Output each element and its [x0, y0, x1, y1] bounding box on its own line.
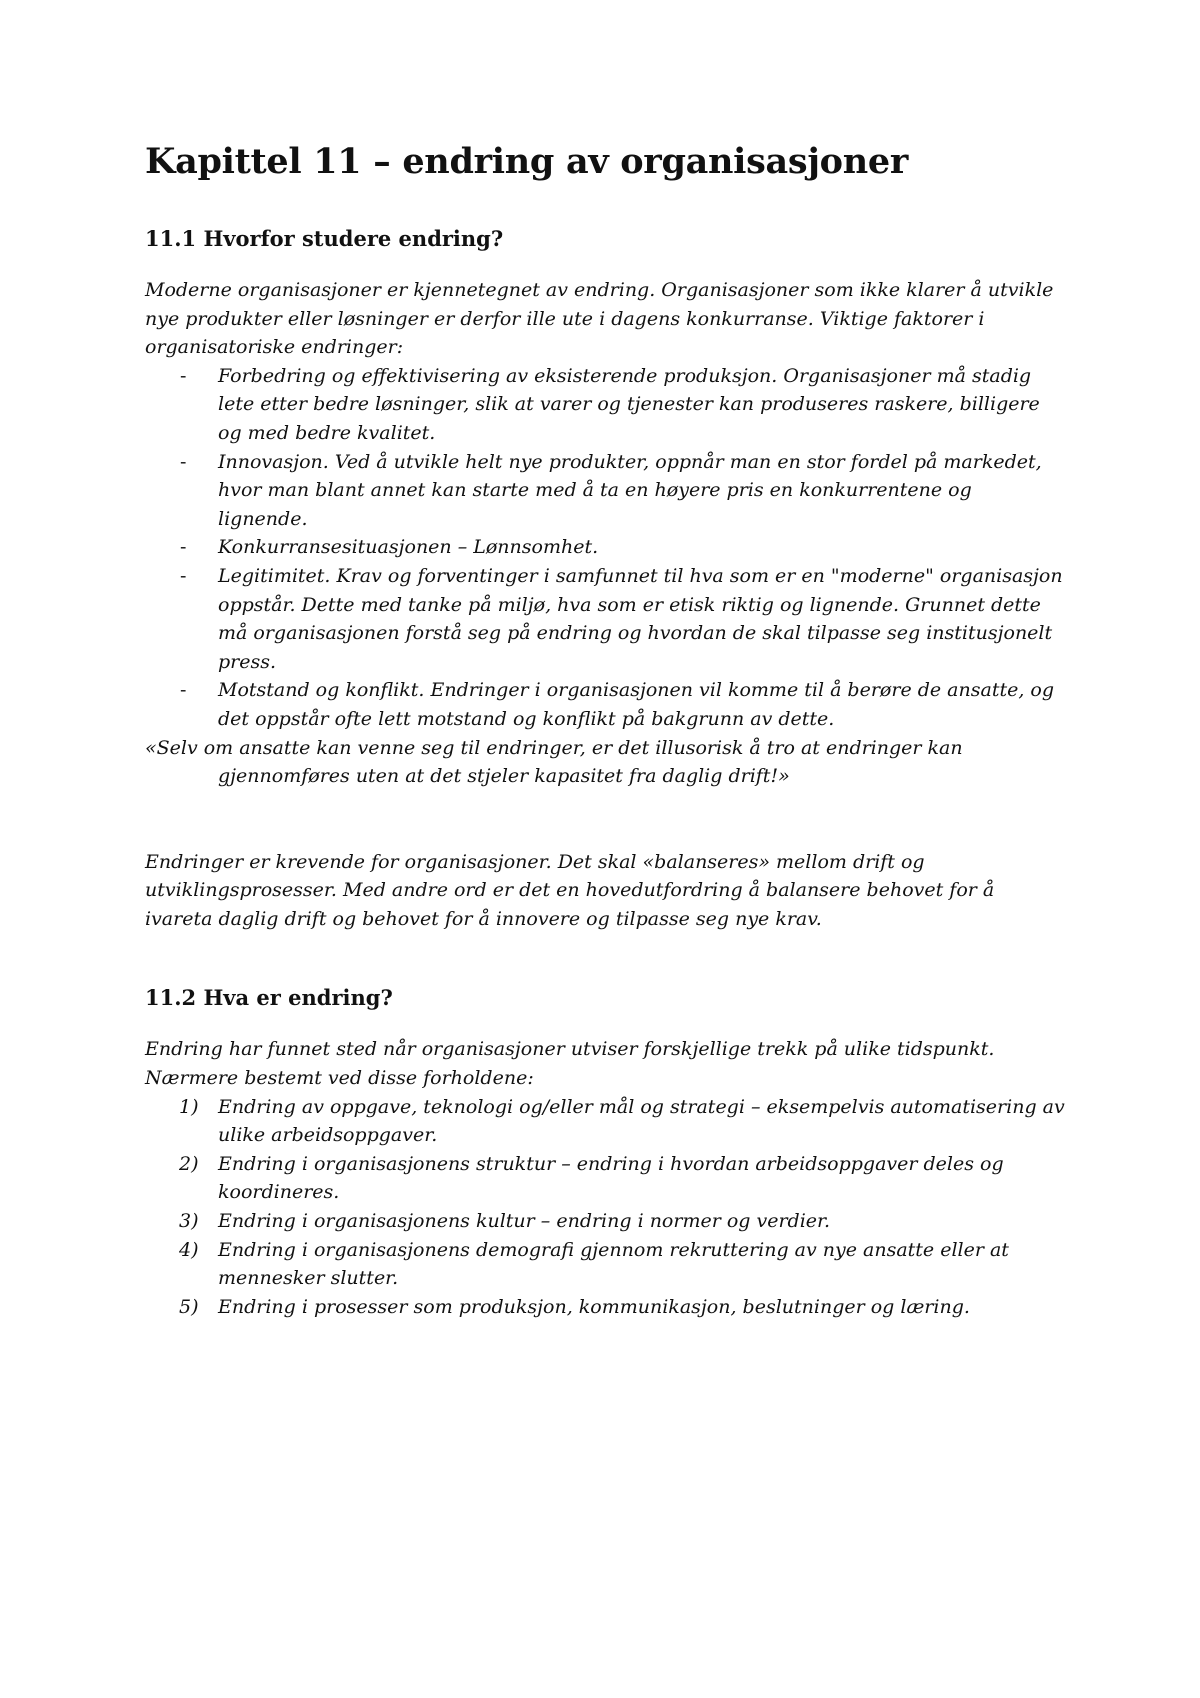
- page-title: Kapittel 11 – endring av organisasjoner: [145, 141, 908, 182]
- list-item-text: Forbedring og effektivisering av eksisterende produksjon. Organisasjoner må stadig lete etter bedre løsninger, slik at varer og tjenester kan produseres raskere, billigere og med bedre kvalitet.: [218, 364, 1040, 444]
- list-item: [145, 448, 1065, 534]
- list-item-text: Endring av oppgave, teknologi og/eller mål og strategi – eksempelvis automatisering av ulike arbeidsoppgaver.: [218, 1095, 1065, 1147]
- list-item-text: Endring i organisasjonens struktur – endring i hvordan arbeidsoppgaver deles og koordineres.: [218, 1152, 1004, 1204]
- bullet-marker: -: [180, 450, 187, 473]
- bullet-marker: -: [180, 536, 187, 559]
- list-item-text: Konkurransesituasjonen – Lønnsomhet.: [218, 536, 599, 559]
- list-item: [145, 1093, 1065, 1150]
- number-marker: 2): [179, 1152, 199, 1175]
- number-marker: 4): [179, 1238, 199, 1261]
- list-item: [145, 1293, 1065, 1322]
- list-item: [145, 1236, 1065, 1293]
- change-list: [145, 1093, 1065, 1322]
- number-marker: 5): [179, 1295, 199, 1318]
- quote: «Selv om ansatte kan venne seg til endringer, er det illusorisk å tro at endringer kan gjennomføres uten at det stjeler kapasitet fra daglig drift!»: [145, 736, 963, 788]
- list-item: [145, 1150, 1065, 1207]
- list-item-text: Endring i prosesser som produksjon, kommunikasjon, beslutninger og læring.: [218, 1295, 970, 1318]
- list-item: [145, 676, 1065, 733]
- document-page: [145, 140, 1065, 1321]
- list-item-text: Legitimitet. Krav og forventinger i samfunnet til hva som er en "moderne" organisasjon oppstår. Dette med tanke på miljø, hva som er etisk riktig og lignende. Grunnet dette må organisasjonen forstå seg på endring og hvordan de skal tilpasse seg institusjonelt press.: [218, 564, 1063, 673]
- number-marker: 1): [179, 1095, 199, 1118]
- list-item-text: Endring i organisasjonens kultur – endring i normer og verdier.: [218, 1210, 831, 1233]
- section-1-intro: Moderne organisasjoner er kjennetegnet av endring. Organisasjoner som ikke klarer å utvikle nye produkter eller løsninger er derfor ille ute i dagens konkurranse. Viktige faktorer i organisatoriske endringer:: [145, 279, 1054, 359]
- factor-list: [145, 362, 1065, 734]
- list-item-text: Innovasjon. Ved å utvikle helt nye produkter, oppnår man en stor fordel på markedet, hvor man blant annet kan starte med å ta en høyere pris en konkurrentene og lignende.: [218, 450, 1042, 530]
- list-item: [145, 533, 1065, 562]
- bullet-marker: -: [180, 364, 187, 387]
- section-1-closing: Endringer er krevende for organisasjoner. Det skal «balanseres» mellom drift og utviklingsprosesser. Med andre ord er det en hovedutfordring å balansere behovet for å ivareta daglig drift og behovet for å innovere og tilpasse seg nye krav.: [145, 850, 995, 930]
- number-marker: 3): [179, 1210, 199, 1233]
- bullet-marker: -: [180, 679, 187, 702]
- list-item-text: Motstand og konflikt. Endringer i organisasjonen vil komme til å berøre de ansatte, og det oppstår ofte lett motstand og konflikt på bakgrunn av dette.: [218, 679, 1055, 730]
- bullet-marker: -: [180, 564, 187, 587]
- list-item: [145, 362, 1065, 448]
- list-item-text: Endring i organisasjonens demografi gjennom rekruttering av nye ansatte eller at mennesker slutter.: [218, 1238, 1009, 1290]
- section-heading-11-1: 11.1 Hvorfor studere endring?: [145, 226, 504, 251]
- list-item: [145, 562, 1065, 676]
- section-2-intro: Endring har funnet sted når organisasjoner utviser forskjellige trekk på ulike tidspunkt. Nærmere bestemt ved disse forholdene:: [145, 1038, 995, 1090]
- section-heading-11-2: 11.2 Hva er endring?: [145, 985, 393, 1011]
- list-item: [145, 1207, 1065, 1236]
